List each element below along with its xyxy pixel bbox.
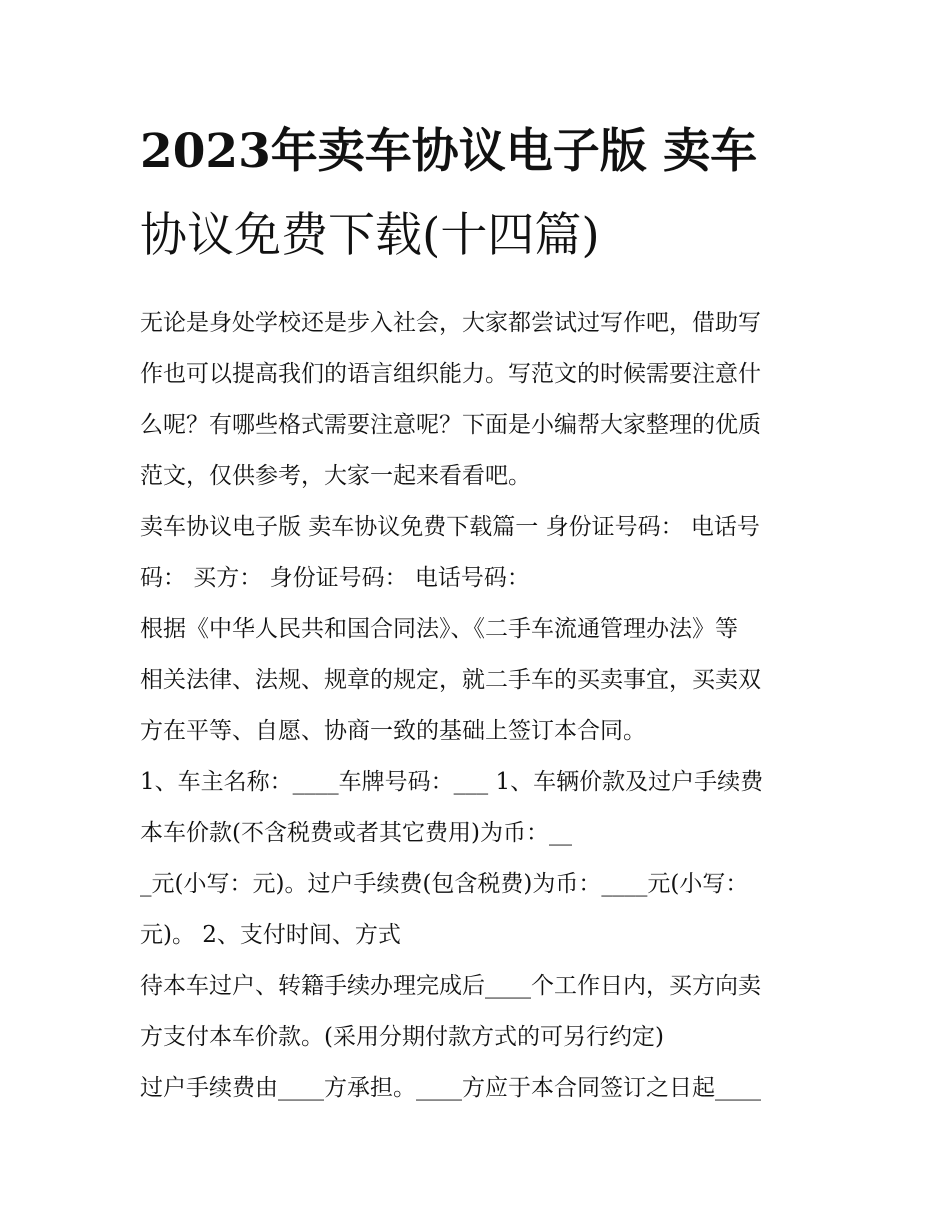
- text-line: 过户手续费由____方承担。____方应于本合同签订之日起____: [140, 1075, 761, 1101]
- paragraph-price: [140, 757, 820, 961]
- paragraph-parties: [140, 502, 820, 604]
- text-line: _元(小写：元)。过户手续费(包含税费)为币：____元(小写：: [140, 871, 749, 897]
- text-line: 么呢？有哪些格式需要注意呢？下面是小编帮大家整理的优质: [140, 412, 761, 438]
- text-line: 根据《中华人民共和国合同法》、《二手车流通管理办法》等: [140, 616, 738, 642]
- text-line: 元)。 2、支付时间、方式: [140, 922, 401, 948]
- document-body: [140, 298, 820, 1114]
- text-line: 卖车协议电子版 卖车协议免费下载篇一 身份证号码： 电话号: [140, 514, 760, 540]
- document-title: [140, 110, 820, 278]
- title-line-2: 协议免费下载(十四篇): [140, 208, 600, 263]
- text-line: 无论是身处学校还是步入社会，大家都尝试过写作吧，借助写: [140, 310, 761, 336]
- text-line: 待本车过户、转籍手续办理完成后____个工作日内，买方向卖: [140, 973, 761, 999]
- text-line: 方支付本车价款。(采用分期付款方式的可另行约定): [140, 1024, 664, 1050]
- text-line: 范文，仅供参考，大家一起来看看吧。: [140, 463, 531, 489]
- text-line: 1、车主名称：____车牌号码：___ 1、车辆价款及过户手续费: [140, 769, 764, 795]
- text-line: 作也可以提高我们的语言组织能力。写范文的时候需要注意什: [140, 361, 761, 387]
- paragraph-intro: [140, 298, 820, 502]
- paragraph-fees: [140, 1063, 820, 1114]
- title-line-1: 2023年卖车协议电子版 卖车: [140, 124, 758, 179]
- text-line: 码： 买方： 身份证号码： 电话号码：: [140, 565, 530, 591]
- paragraph-payment: [140, 961, 820, 1063]
- text-line: 方在平等、自愿、协商一致的基础上签订本合同。: [140, 718, 646, 744]
- text-line: 本车价款(不含税费或者其它费用)为币：__: [140, 820, 572, 846]
- paragraph-legal-basis: [140, 604, 820, 757]
- text-line: 相关法律、法规、规章的规定，就二手车的买卖事宜，买卖双: [140, 667, 761, 693]
